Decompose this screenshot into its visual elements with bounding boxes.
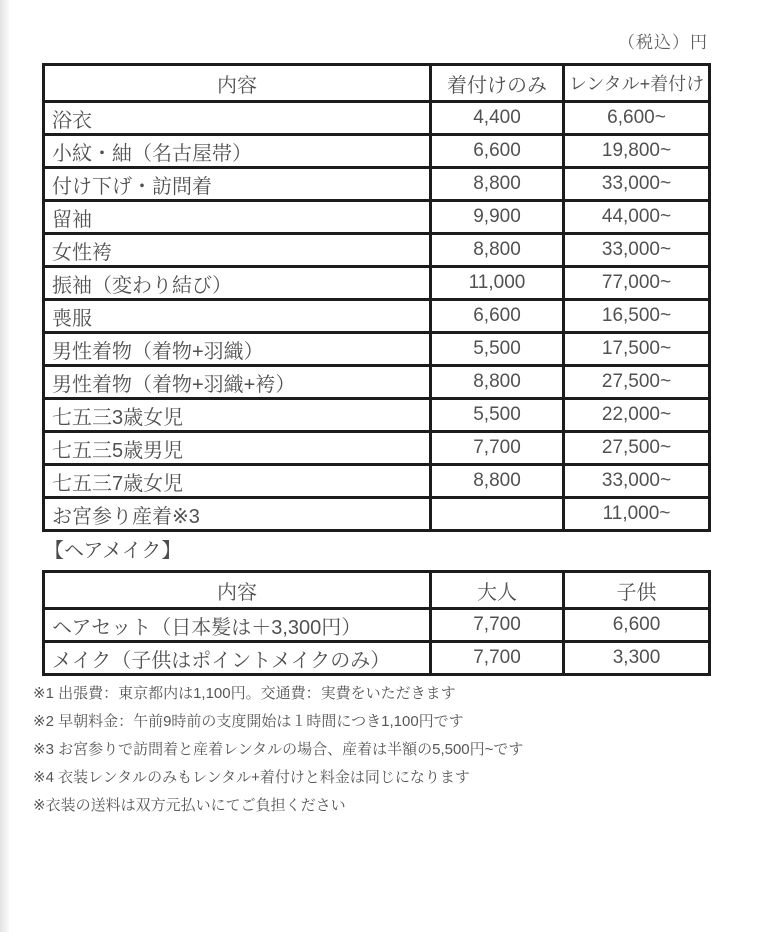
- price-rental: 27,500~: [564, 432, 710, 465]
- table-row: [44, 201, 710, 234]
- table-header-row: [44, 572, 710, 609]
- price-rental: 33,000~: [564, 168, 710, 201]
- footnotes: [33, 686, 733, 826]
- price-dressing-only: 8,800: [431, 168, 564, 201]
- price-dressing-only: 8,800: [431, 234, 564, 267]
- price-adult: 7,700: [431, 609, 564, 642]
- price-rental: 19,800~: [564, 135, 710, 168]
- footnote-4: ※4 衣装レンタルのみもレンタル+着付けと料金は同じになります: [33, 769, 470, 786]
- price-dressing-only: 4,400: [431, 102, 564, 135]
- header-rental-plus-dressing: レンタル+着付け: [564, 65, 710, 102]
- item-label: 男性着物（着物+羽織）: [44, 333, 431, 366]
- table-row: [44, 168, 710, 201]
- price-adult: 7,700: [431, 642, 564, 675]
- hairmake-price-table: [42, 570, 711, 676]
- item-label: 留袖: [44, 201, 431, 234]
- item-label: お宮参り産着※3: [44, 498, 431, 531]
- footnote-3: ※3 お宮参りで訪問着と産着レンタルの場合、産着は半額の5,500円~です: [33, 741, 524, 758]
- item-label: 浴衣: [44, 102, 431, 135]
- header-content: 内容: [44, 65, 431, 102]
- table-row: [44, 234, 710, 267]
- price-rental: 11,000~: [564, 498, 710, 531]
- page-edge-shadow: [0, 0, 9, 932]
- price-child: 3,300: [564, 642, 710, 675]
- item-label: 女性袴: [44, 234, 431, 267]
- table-row: [44, 300, 710, 333]
- price-rental: 16,500~: [564, 300, 710, 333]
- price-dressing-only: 8,800: [431, 465, 564, 498]
- footnote-shipping: ※衣装の送料は双方元払いにてご負担ください: [33, 797, 346, 814]
- price-dressing-only: 5,500: [431, 399, 564, 432]
- item-label: ヘアセット（日本髪は＋3,300円）: [44, 609, 431, 642]
- header-child: 子供: [564, 572, 710, 609]
- table-row: [44, 432, 710, 465]
- table-row: [44, 609, 710, 642]
- table-row: [44, 642, 710, 675]
- hairmake-section-title: 【ヘアメイク】: [44, 540, 182, 562]
- kitsuke-price-table: [42, 63, 711, 532]
- footnote-2: ※2 早朝料金：午前9時前の支度開始は１時間につき1,100円です: [33, 713, 464, 730]
- item-label: 七五三5歳男児: [44, 432, 431, 465]
- item-label: 喪服: [44, 300, 431, 333]
- price-rental: 44,000~: [564, 201, 710, 234]
- item-label: 小紋・紬（名古屋帯）: [44, 135, 431, 168]
- price-dressing-only: 5,500: [431, 333, 564, 366]
- table-header-row: [44, 65, 710, 102]
- price-rental: 33,000~: [564, 234, 710, 267]
- price-rental: 6,600~: [564, 102, 710, 135]
- price-rental: 33,000~: [564, 465, 710, 498]
- item-label: 七五三3歳女児: [44, 399, 431, 432]
- table-row: [44, 366, 710, 399]
- item-label: 男性着物（着物+羽織+袴）: [44, 366, 431, 399]
- item-label: メイク（子供はポイントメイクのみ）: [44, 642, 431, 675]
- tax-included-note: （税込）円: [618, 33, 708, 52]
- table-row: [44, 399, 710, 432]
- price-dressing-only: 6,600: [431, 135, 564, 168]
- header-dressing-only: 着付けのみ: [431, 65, 564, 102]
- price-dressing-only: [431, 498, 564, 531]
- header-adult: 大人: [431, 572, 564, 609]
- price-child: 6,600: [564, 609, 710, 642]
- footnote-1: ※1 出張費：東京都内は1,100円。交通費：実費をいただきます: [33, 685, 456, 702]
- price-dressing-only: 8,800: [431, 366, 564, 399]
- table-row: [44, 465, 710, 498]
- price-rental: 27,500~: [564, 366, 710, 399]
- table-row: [44, 498, 710, 531]
- table-row: [44, 135, 710, 168]
- item-label: 振袖（変わり結び）: [44, 267, 431, 300]
- table-row: [44, 267, 710, 300]
- table-row: [44, 333, 710, 366]
- header-content: 内容: [44, 572, 431, 609]
- price-rental: 77,000~: [564, 267, 710, 300]
- price-dressing-only: 7,700: [431, 432, 564, 465]
- price-dressing-only: 9,900: [431, 201, 564, 234]
- price-rental: 22,000~: [564, 399, 710, 432]
- table-row: [44, 102, 710, 135]
- price-dressing-only: 6,600: [431, 300, 564, 333]
- price-dressing-only: 11,000: [431, 267, 564, 300]
- item-label: 付け下げ・訪問着: [44, 168, 431, 201]
- price-rental: 17,500~: [564, 333, 710, 366]
- item-label: 七五三7歳女児: [44, 465, 431, 498]
